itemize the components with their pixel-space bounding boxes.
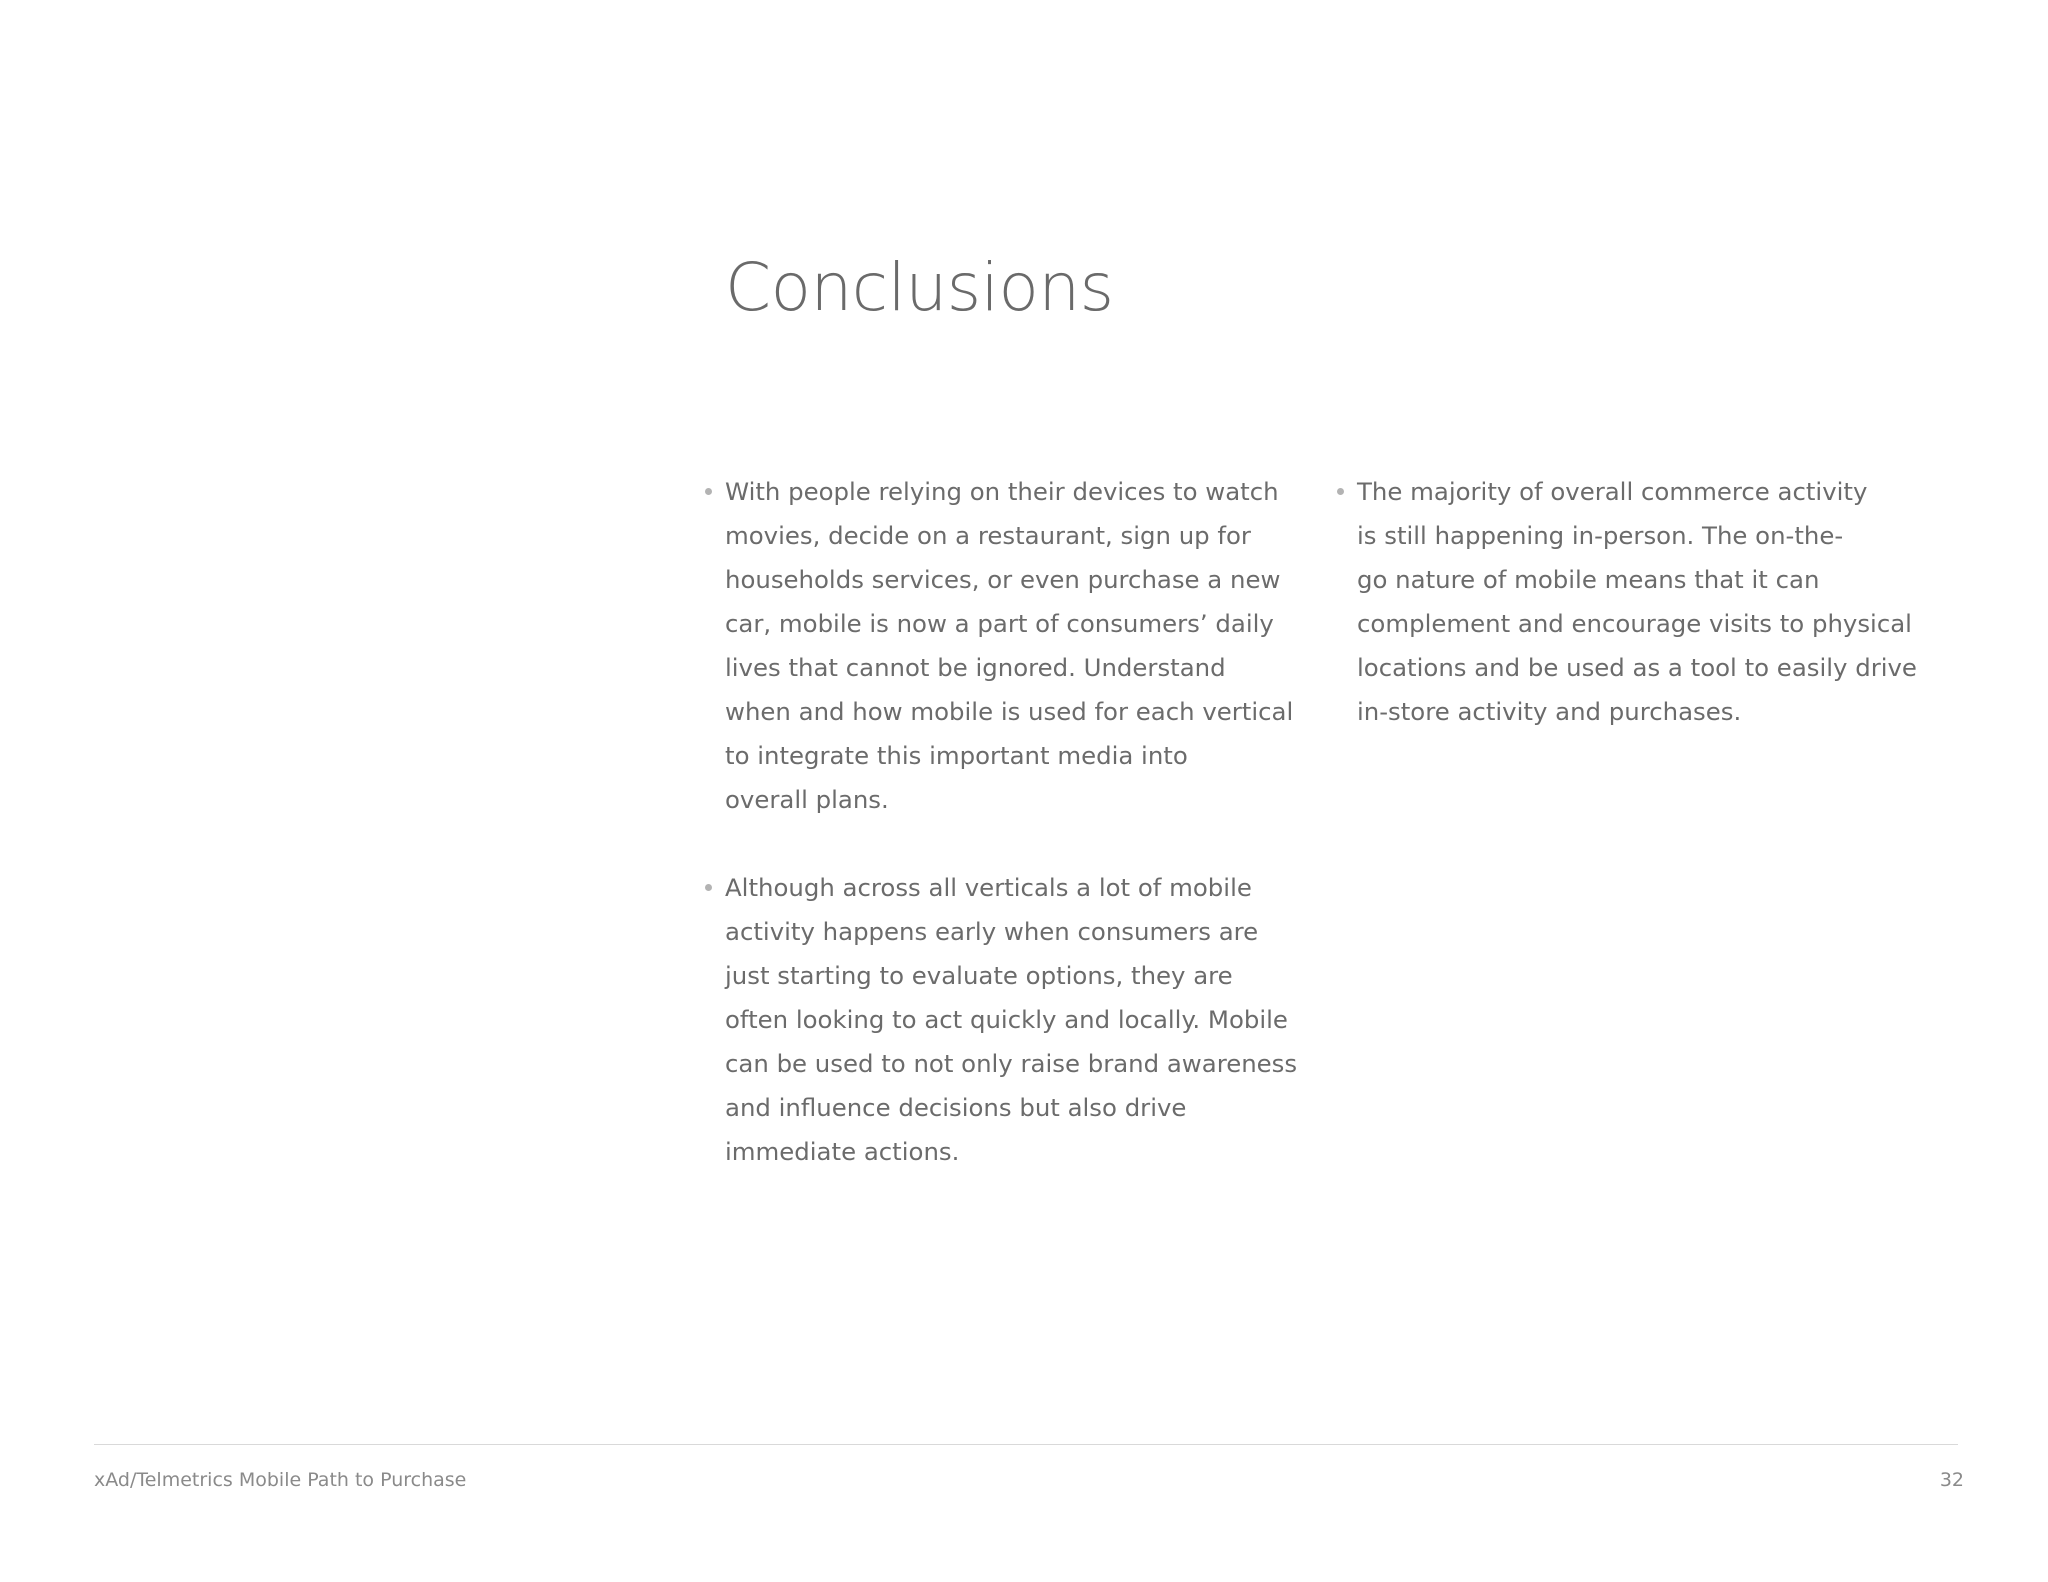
bullet-line: With people relying on their devices to watch	[725, 477, 1279, 506]
bullet-line: go nature of mobile means that it can	[1357, 565, 1820, 594]
bullet-line: to integrate this important media into	[725, 741, 1188, 770]
bullet-line: immediate actions.	[725, 1137, 960, 1166]
bullet-line: just starting to evaluate options, they are	[725, 961, 1233, 990]
bullet-line: in-store activity and purchases.	[1357, 697, 1742, 726]
bullet-line: Although across all verticals a lot of mobile	[725, 873, 1252, 902]
bullet-line: locations and be used as a tool to easily drive	[1357, 653, 1917, 682]
bullet-line: car, mobile is now a part of consumers’ daily	[725, 609, 1274, 638]
page-title: Conclusions	[725, 249, 1114, 326]
bullet-line: movies, decide on a restaurant, sign up for	[725, 521, 1251, 550]
bullet-item	[1337, 470, 1957, 734]
bullet-line: The majority of overall commerce activity	[1357, 477, 1868, 506]
bullet-item	[705, 470, 1330, 822]
footer-divider	[94, 1444, 1958, 1445]
bullet-line: when and how mobile is used for each vertical	[725, 697, 1294, 726]
bullet-line: is still happening in-person. The on-the-	[1357, 521, 1844, 550]
left-column	[705, 470, 1330, 1174]
bullet-line: can be used to not only raise brand awareness	[725, 1049, 1298, 1078]
bullet-line: and influence decisions but also drive	[725, 1093, 1187, 1122]
bullet-line: often looking to act quickly and locally. Mobile	[725, 1005, 1288, 1034]
bullet-line: households services, or even purchase a new	[725, 565, 1281, 594]
bullet-line: overall plans.	[725, 785, 889, 814]
right-column	[1337, 470, 1957, 734]
bullet-line: lives that cannot be ignored. Understand	[725, 653, 1226, 682]
bullet-dot-icon	[705, 488, 712, 495]
bullet-line: activity happens early when consumers are	[725, 917, 1259, 946]
bullet-dot-icon	[705, 884, 712, 891]
bullet-item	[705, 866, 1330, 1174]
bullet-line: complement and encourage visits to physical	[1357, 609, 1912, 638]
footer-source: xAd/Telmetrics Mobile Path to Purchase	[94, 1469, 467, 1491]
bullet-dot-icon	[1337, 488, 1344, 495]
page-number: 32	[1939, 1469, 1964, 1491]
